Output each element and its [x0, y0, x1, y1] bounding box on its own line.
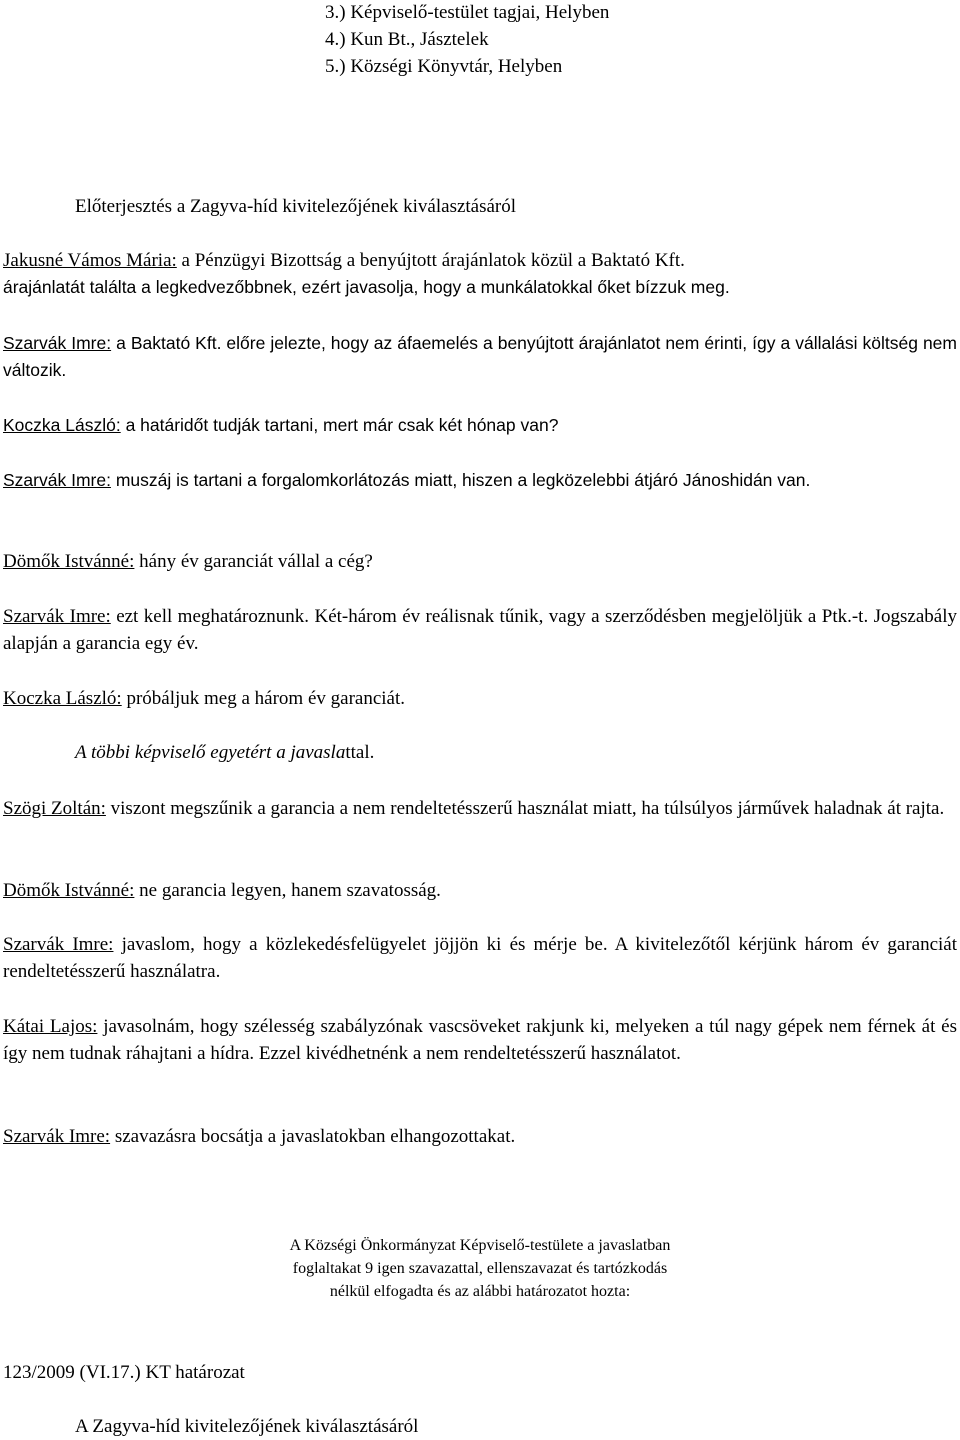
entry-text: szavazásra bocsátja a javaslatokban elhangozottakat. — [110, 1126, 516, 1147]
minutes-entry — [3, 412, 957, 439]
resolution-title: A Zagyva-híd kivitelezőjének kiválasztásáról — [75, 1416, 419, 1437]
entry-text: viszont megszűnik a garancia a nem rendeltetésszerű használat miatt, ha túlsúlyos járművek haladnak át rajta. — [105, 798, 945, 819]
minutes-entry — [3, 603, 957, 657]
minutes-entry — [3, 548, 957, 575]
recipient-line: 5.) Községi Könyvtár, Helyben — [325, 56, 563, 77]
resolution-intro-line: foglaltakat 9 igen szavazattal, ellenszavazat és tartózkodás — [292, 1260, 668, 1277]
minutes-entry — [3, 931, 957, 985]
speaker-name: Szarvák Imre: — [3, 606, 111, 627]
entry-text: a Pénzügyi Bizottság a benyújtott árajánlatok közül a Baktató Kft. — [176, 250, 685, 271]
speaker-name: Koczka László: — [3, 688, 122, 709]
resolution-intro-line: A Községi Önkormányzat Képviselő-testülete a javaslatban — [289, 1237, 671, 1254]
entry-text: próbáljuk meg a három év garanciát. — [121, 688, 406, 709]
recipient-line: 3.) Képviselő-testület tagjai, Helyben — [325, 2, 610, 23]
entry-text: javaslom, hogy a közlekedésfelügyelet jöjjön ki és mérje be. A kivitelezőtől kérjünk három év garanciát rendeltetésszerű használatra. — [3, 934, 958, 982]
speaker-name: Szarvák Imre: — [3, 333, 112, 353]
speaker-name: Dömők Istvánné: — [3, 880, 135, 901]
speaker-name: Szögi Zoltán: — [3, 798, 106, 819]
speaker-name: Dömők Istvánné: — [3, 551, 135, 572]
entry-text: a Baktató Kft. előre jelezte, hogy az áfaemelés a benyújtott árajánlatot nem érinti, így a vállalási költség nem változik. — [3, 333, 957, 380]
minutes-entry — [3, 467, 957, 494]
recipient-line: 4.) Kun Bt., Jásztelek — [325, 29, 489, 50]
speaker-name: Kátai Lajos: — [3, 1016, 98, 1037]
speaker-name: Koczka László: — [3, 415, 121, 435]
entry-text: ezt kell meghatároznunk. Két-három év reálisnak tűnik, vagy a szerződésben megjelöljük a Ptk.-t. Jogszabály alapján a garancia egy év. — [3, 606, 957, 654]
minutes-entry — [3, 877, 957, 904]
entry-text: muszáj is tartani a forgalomkorlátozás miatt, hiszen a legközelebbi átjáró Jánoshidán van. — [110, 470, 811, 490]
speaker-name: Jakusné Vámos Mária: — [3, 250, 177, 271]
document-title: Előterjesztés a Zagyva-híd kivitelezőjének kiválasztásáról — [75, 196, 517, 217]
resolution-number: 123/2009 (VI.17.) KT határozat — [3, 1362, 245, 1383]
remark — [75, 740, 374, 766]
speaker-name: Szarvák Imre: — [3, 470, 111, 490]
minutes-entry — [3, 1013, 957, 1067]
entry-text-continuation: árajánlatát találta a legkedvezőbbnek, ezért javasolja, hogy a munkálatokkal őket bízzuk meg. — [3, 277, 730, 297]
minutes-entry — [3, 247, 957, 274]
remark-italic: A többi képviselő egyetért a javasla — [75, 742, 346, 763]
entry-text: javasolnám, hogy szélesség szabályzónak vascsöveket rakjunk ki, melyeken a túl nagy gépek nem férnek át és így nem tudnak ráhajtani a hídra. Ezzel kivédhetnénk a nem rendeltetésszerű használatot. — [3, 1016, 957, 1064]
resolution-intro-line: nélkül elfogadta és az alábbi határozatot hozta: — [329, 1283, 631, 1300]
entry-text: a határidőt tudják tartani, mert már csak két hónap van? — [120, 415, 559, 435]
remark-plain: ttal. — [345, 742, 375, 763]
minutes-entry — [3, 1123, 957, 1150]
entry-text: ne garancia legyen, hanem szavatosság. — [134, 880, 441, 901]
minutes-entry — [3, 795, 957, 822]
minutes-entry — [3, 685, 957, 712]
speaker-name: Szarvák Imre: — [3, 1126, 111, 1147]
entry-text: hány év garanciát vállal a cég? — [134, 551, 373, 572]
minutes-entry — [3, 330, 957, 384]
speaker-name: Szarvák Imre: — [3, 934, 114, 955]
